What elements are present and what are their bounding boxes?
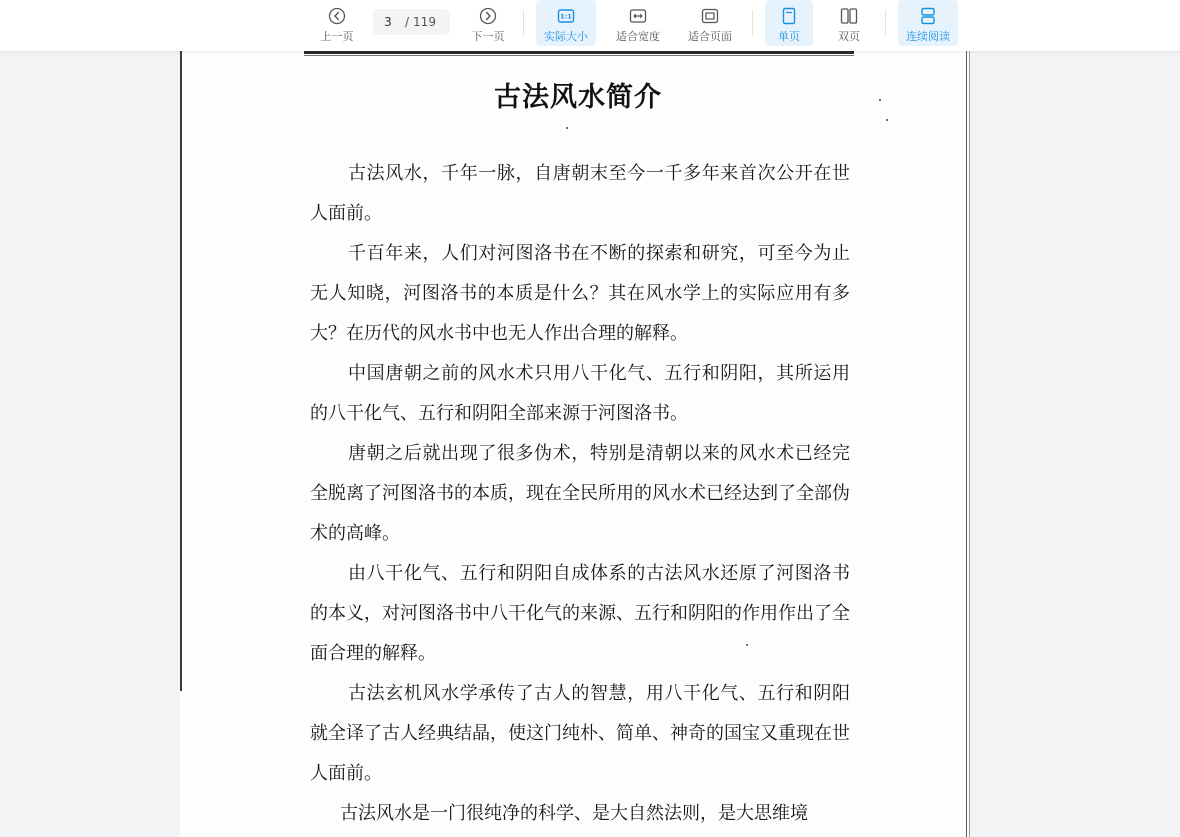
prev-page-button[interactable] [315, 0, 359, 46]
continuous-reading-button[interactable] [898, 0, 958, 46]
fit-width-label: 适合宽度 [616, 30, 660, 43]
actual-size-button[interactable] [536, 0, 596, 46]
paragraph: 由八干化气、五行和阴阳自成体系的古法风水还原了河图洛书的本义，对河图洛书中八干化气的来源、五行和阴阳的作用作出了全面合理的解释。 [310, 563, 850, 664]
actual-size-label: 实际大小 [544, 30, 588, 43]
svg-text:1:1: 1:1 [560, 12, 572, 21]
single-page-icon [779, 6, 799, 26]
page-indicator [373, 9, 450, 35]
toolbar-divider [523, 10, 524, 36]
toolbar-divider [752, 10, 753, 36]
actual-size-icon [556, 6, 576, 26]
paragraph: 古法风水是一门很纯净的科学、是大自然法则，是大思维境 [340, 803, 808, 824]
document-page [180, 51, 970, 837]
next-page-button[interactable] [466, 0, 510, 46]
paragraph: 唐朝之后就出现了很多伪术，特别是清朝以来的风水术已经完全脱离了河图洛书的本质，现在全民所用的风水术已经达到了全部伪术的高峰。 [310, 443, 850, 544]
paragraph: 中国唐朝之前的风水术只用八干化气、五行和阴阳，其所运用的八干化气、五行和阴阳全部来源于河图洛书。 [310, 363, 850, 424]
fit-page-button[interactable] [682, 0, 738, 46]
double-page-button[interactable] [826, 0, 872, 46]
page-number-input[interactable] [373, 15, 403, 29]
next-page-label: 下一页 [471, 30, 505, 43]
page-header-rule [304, 51, 854, 54]
scan-left-edge [180, 51, 182, 691]
prev-page-label: 上一页 [320, 30, 354, 43]
page-separator: / [405, 15, 410, 29]
scan-speck [886, 119, 888, 121]
paragraph: 古法玄机风水学承传了古人的智慧，用八干化气、五行和阴阳就全译了古人经典结晶，使这门纯朴、简单、神奇的国宝又重现在世人面前。 [310, 683, 850, 784]
page-title: 古法风水简介 [494, 82, 662, 113]
double-page-label: 双页 [838, 30, 860, 43]
double-page-icon [839, 6, 859, 26]
single-page-button[interactable] [765, 0, 813, 46]
page-header-rule-thin [304, 55, 854, 56]
continuous-reading-label: 连续阅读 [906, 30, 950, 43]
scan-right-edge-shadow [969, 51, 970, 837]
document-body [310, 154, 850, 834]
scan-speck [566, 127, 568, 129]
toolbar-divider [885, 10, 886, 36]
paragraph: 千百年来，人们对河图洛书在不断的探索和研究，可至今为止无人知晓，河图洛书的本质是什么？其在风水学上的实际应用有多大？在历代的风水书中也无人作出合理的解释。 [310, 243, 850, 344]
fit-page-label: 适合页面 [688, 30, 732, 43]
fit-width-icon [628, 6, 648, 26]
scan-right-edge [966, 51, 967, 837]
fit-page-icon [700, 6, 720, 26]
chevron-right-circle-icon [478, 6, 498, 26]
single-page-label: 单页 [778, 30, 800, 43]
chevron-left-circle-icon [327, 6, 347, 26]
continuous-scroll-icon [918, 6, 938, 26]
viewer-toolbar [0, 0, 1180, 51]
paragraph: 古法风水，千年一脉，自唐朝末至今一千多年来首次公开在世人面前。 [310, 163, 850, 224]
total-pages: 119 [413, 15, 436, 29]
fit-width-button[interactable] [610, 0, 666, 46]
